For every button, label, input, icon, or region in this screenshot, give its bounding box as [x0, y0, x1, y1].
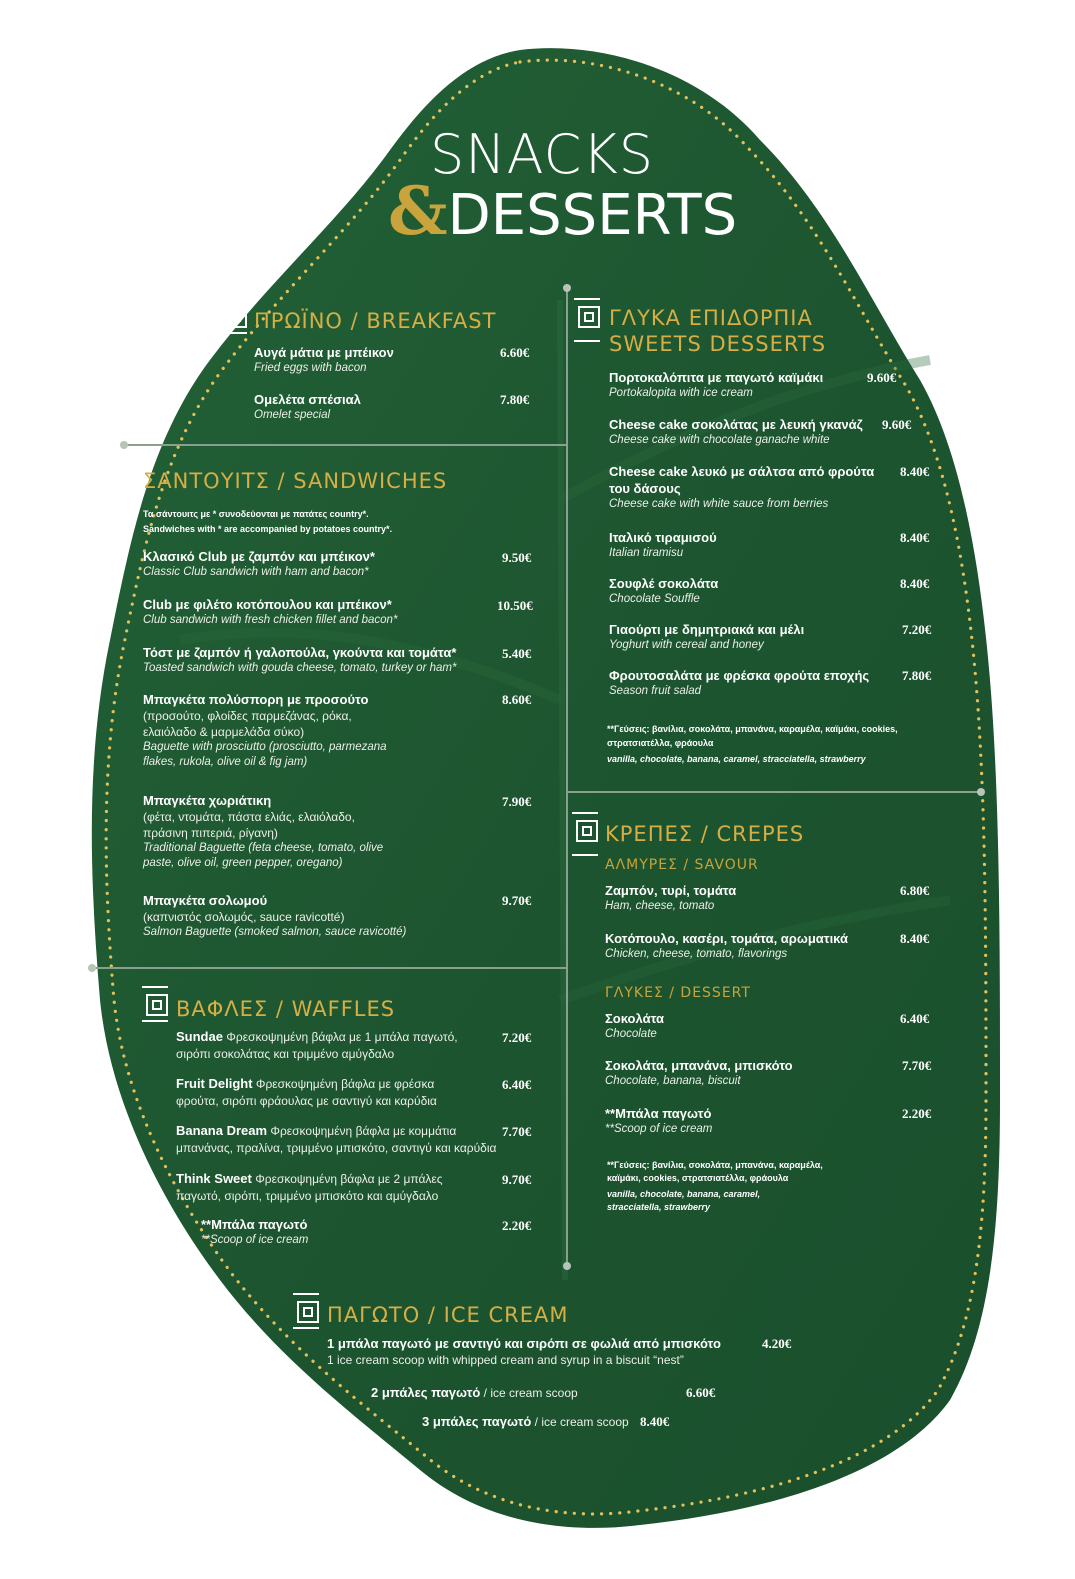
- list-item: [605, 1057, 793, 1089]
- list-item: [176, 1122, 496, 1156]
- greek-key-icon: [578, 306, 600, 328]
- item-desc: Chocolate: [605, 1028, 657, 1040]
- item-price: 6.40€: [900, 1011, 930, 1026]
- item-desc: **Scoop of ice cream: [201, 1234, 309, 1246]
- item-desc: φρούτα, σιρόπι φράουλας με σαντιγύ και καρύδια: [176, 1094, 437, 1108]
- item-price: 7.20€: [502, 1030, 532, 1045]
- list-item: [609, 621, 804, 653]
- item-desc: Φρεσκοψημένη βάφλα με 2 μπάλες: [251, 1172, 443, 1186]
- item-price: 6.60€: [500, 345, 530, 360]
- item-price: 7.20€: [902, 622, 932, 637]
- list-item: [609, 529, 717, 561]
- list-item: [609, 575, 718, 607]
- item-price: 7.70€: [502, 1124, 532, 1139]
- list-item: [143, 596, 397, 628]
- item-desc: flakes, rukola, olive oil & fig jam): [143, 756, 308, 768]
- item-name: Μπαγκέτα χωριάτικη: [143, 793, 272, 808]
- icon-line: [142, 1020, 168, 1022]
- item-name: Think Sweet: [176, 1171, 252, 1186]
- item-name: Club με φιλέτο κοτόπουλου και μπέικον*: [143, 597, 392, 612]
- item-name: Σουφλέ σοκολάτα: [609, 576, 719, 591]
- item-desc: Portokalopita with ice cream: [609, 387, 753, 399]
- icon-line: [142, 986, 168, 988]
- list-item: [143, 691, 387, 770]
- divider-dot: [88, 964, 96, 972]
- item-name: Τόστ με ζαμπόν ή γαλοπούλα, γκούντα και τομάτα*: [143, 645, 457, 660]
- item-name: Μπαγκέτα πολύσπορη με προσούτο: [143, 692, 369, 707]
- item-name: Σοκολάτα, μπανάνα, μπισκότο: [605, 1058, 793, 1073]
- list-item: [609, 416, 863, 448]
- item-price: 9.60€: [882, 417, 912, 432]
- item-name: Ιταλικό τιραμισού: [609, 530, 717, 545]
- item-price: 9.60€: [867, 370, 897, 385]
- title-line1: SNACKS: [430, 123, 655, 186]
- item-price: 7.70€: [902, 1058, 932, 1073]
- icon-line: [572, 812, 598, 814]
- list-item: [143, 892, 406, 940]
- waffles-title: ΒΑΦΛΕΣ / WAFFLES: [176, 997, 396, 1021]
- flavors-note: καϊμάκι, cookies, στρατσιατέλλα, φράουλα: [607, 1173, 789, 1183]
- flavors-note: vanilla, chocolate, banana, caramel, stracciatella, strawberry: [607, 754, 866, 764]
- item-desc: Omelet special: [254, 409, 331, 421]
- flavors-note: **Γεύσεις: βανίλια, σοκολάτα, μπανάνα, καραμέλα,: [607, 1160, 823, 1170]
- item-price: 2.20€: [902, 1106, 932, 1121]
- item-desc: paste, olive oil, green pepper, oregano): [143, 857, 343, 869]
- item-desc: ελαιόλαδο & μαρμελάδα σύκο): [143, 725, 305, 739]
- sweets-title-greek: ΓΛΥΚΑ ΕΠΙΔΟΡΠΙΑ: [609, 306, 813, 330]
- list-item: [605, 1010, 664, 1042]
- list-item: [609, 463, 874, 512]
- item-price: 6.60€: [686, 1385, 716, 1400]
- item-price: 9.70€: [502, 893, 532, 908]
- list-item: [143, 644, 456, 676]
- icon-line: [574, 298, 600, 300]
- item-desc: Cheese cake with white sauce from berries: [609, 498, 829, 510]
- item-name: Fruit Delight: [176, 1076, 253, 1091]
- item-desc: πράσινη πιπεριά, ρίγανη): [143, 826, 278, 840]
- item-name: Cheese cake λευκό με σάλτσα από φρούτα: [609, 464, 875, 479]
- item-name: Ομελέτα σπέσιαλ: [254, 392, 361, 407]
- icecream-title: ΠΑΓΩΤΟ / ICE CREAM: [327, 1303, 569, 1327]
- icon-line: [221, 298, 247, 300]
- item-name: Φρουτοσαλάτα με φρέσκα φρούτα εποχής: [609, 668, 870, 683]
- item-desc: Φρεσκοψημένη βάφλα με κομμάτια: [267, 1124, 457, 1138]
- list-item: [327, 1335, 721, 1368]
- list-item: [143, 792, 383, 871]
- item-name: Γιαούρτι με δημητριακά και μέλι: [609, 622, 805, 637]
- list-item: [176, 1075, 437, 1109]
- item-desc: Φρεσκοψημένη βάφλα με φρέσκα: [252, 1077, 435, 1091]
- divider-dot: [977, 788, 985, 796]
- item-price: 9.50€: [502, 550, 532, 565]
- item-price: 7.80€: [902, 668, 932, 683]
- list-item: [176, 1170, 443, 1204]
- item-name: Πορτοκαλόπιτα με παγωτό καϊμάκι: [609, 370, 824, 385]
- item-price: 8.40€: [640, 1414, 670, 1429]
- item-desc: Fried eggs with bacon: [254, 362, 367, 374]
- icon-line: [110, 458, 136, 460]
- list-item: [605, 882, 736, 914]
- item-name: 1 μπάλα παγωτό με σαντιγύ και σιρόπι σε φωλιά από μπισκότο: [327, 1336, 721, 1351]
- item-desc: / ice cream scoop: [480, 1386, 578, 1400]
- icon-line: [574, 340, 600, 342]
- crepes-savour-title: ΑΛΜΥΡΕΣ / SAVOUR: [605, 857, 759, 873]
- divider-sandwiches: [92, 967, 566, 969]
- item-desc: Season fruit salad: [609, 685, 702, 697]
- list-item: [254, 391, 361, 423]
- item-price: 6.80€: [900, 883, 930, 898]
- item-price: 8.60€: [502, 692, 532, 707]
- item-price: 2.20€: [502, 1218, 532, 1233]
- item-desc: Club sandwich with fresh chicken fillet and bacon*: [143, 614, 398, 626]
- title-line2: [388, 172, 738, 250]
- item-desc: παγωτό, σιρόπι, τριμμένο μπισκότο και αμύγδαλο: [176, 1189, 439, 1203]
- item-desc: / ice cream scoop: [531, 1415, 629, 1429]
- item-name: Σοκολάτα: [605, 1011, 664, 1026]
- item-name: Cheese cake σοκολάτας με λευκή γκανάζ: [609, 417, 863, 432]
- item-price: 8.40€: [900, 464, 930, 479]
- crepes-dessert-title: ΓΛΥΚΕΣ / DESSERT: [605, 985, 751, 1001]
- item-desc: Yoghurt with cereal and honey: [609, 639, 764, 651]
- divider-breakfast: [124, 444, 566, 446]
- icon-line: [293, 1327, 319, 1329]
- item-desc: Ham, cheese, tomato: [605, 900, 715, 912]
- item-price: 7.90€: [502, 794, 532, 809]
- title-ampersand: &: [388, 172, 448, 250]
- list-item: [605, 1105, 712, 1137]
- icon-line: [572, 854, 598, 856]
- breakfast-title: ΠΡΩΪΝΟ / BREAKFAST: [254, 309, 497, 333]
- item-desc: Traditional Baguette (feta cheese, tomato, olive: [143, 842, 384, 854]
- item-desc: Cheese cake with chocolate ganache white: [609, 434, 830, 446]
- item-desc: Italian tiramisu: [609, 547, 684, 559]
- sweets-title-english: SWEETS DESSERTS: [609, 332, 827, 356]
- divider-vertical: [566, 290, 568, 1265]
- item-desc: 1 ice cream scoop with whipped cream and syrup in a biscuit “nest”: [327, 1353, 684, 1367]
- item-price: 7.80€: [500, 392, 530, 407]
- list-item: [176, 1028, 458, 1062]
- item-name: **Μπάλα παγωτό: [201, 1217, 308, 1232]
- icon-line: [110, 492, 136, 494]
- item-desc: Chocolate Souffle: [609, 593, 700, 605]
- divider-dot: [563, 1262, 571, 1270]
- icon-line: [293, 1293, 319, 1295]
- sandwiches-title: ΣΑΝΤΟΥΙΤΣ / SANDWICHES: [143, 469, 448, 493]
- flavors-note: στρατσιατέλλα, φράουλα: [607, 738, 714, 748]
- item-name: Sundae: [176, 1029, 223, 1044]
- item-desc: (προσούτο, φλοίδες παρμεζάνας, ρόκα,: [143, 709, 352, 723]
- item-price: 8.40€: [900, 576, 930, 591]
- item-desc: Toasted sandwich with gouda cheese, tomato, turkey or ham*: [143, 662, 457, 674]
- item-desc: Chocolate, banana, biscuit: [605, 1075, 741, 1087]
- item-name: Κλασικό Club με ζαμπόν και μπέικον*: [143, 549, 375, 564]
- crepes-title: ΚΡΕΠΕΣ / CREPES: [605, 822, 805, 846]
- item-name: Banana Dream: [176, 1123, 268, 1138]
- item-price: 10.50€: [497, 598, 533, 613]
- item-price: 6.40€: [502, 1077, 532, 1092]
- list-item: [605, 930, 848, 962]
- item-price: 9.70€: [502, 1172, 532, 1187]
- item-price: 8.40€: [900, 931, 930, 946]
- list-item: [609, 667, 869, 699]
- item-price: 5.40€: [502, 646, 532, 661]
- item-name: 2 μπάλες παγωτό: [371, 1385, 481, 1400]
- item-price: 4.20€: [762, 1336, 792, 1351]
- list-item: [201, 1216, 308, 1248]
- item-desc: σιρόπι σοκολάτας και τριμμένο αμύγδαλο: [176, 1047, 395, 1061]
- item-desc: (καπνιστός σολωμός, sauce ravicotté): [143, 910, 345, 924]
- divider-dot: [563, 284, 571, 292]
- greek-key-icon: [297, 1301, 319, 1323]
- item-desc: **Scoop of ice cream: [605, 1123, 713, 1135]
- item-name: **Μπάλα παγωτό: [605, 1106, 712, 1121]
- item-price: 8.40€: [900, 530, 930, 545]
- item-name: 3 μπάλες παγωτό: [422, 1414, 532, 1429]
- flavors-note: **Γεύσεις: βανίλια, σοκολάτα, μπανάνα, καραμέλα, καϊμάκι, cookies,: [607, 724, 898, 734]
- icon-line: [221, 332, 247, 334]
- item-desc: Baguette with prosciutto (prosciutto, parmezana: [143, 741, 387, 753]
- sandwiches-note-gr: Τα σάντουιτς με * συνοδεύονται με πατάτες country*.: [143, 509, 369, 519]
- item-desc: (φέτα, ντομάτα, πάστα ελιάς, ελαιόλαδο,: [143, 810, 355, 824]
- item-desc: Φρεσκοψημένη βάφλα με 1 μπάλα παγωτό,: [222, 1030, 458, 1044]
- item-desc: μπανάνας, πραλίνα, τριμμένο μπισκότο, σαντιγύ και καρύδια: [176, 1141, 497, 1155]
- item-desc: Salmon Baguette (smoked salmon, sauce ravicotté): [143, 926, 407, 938]
- sandwiches-note-en: Sandwiches with * are accompanied by potatoes country*.: [143, 524, 393, 534]
- list-item: [609, 369, 823, 401]
- list-item: [371, 1384, 578, 1402]
- list-item: [422, 1413, 629, 1431]
- greek-key-icon: [114, 466, 136, 488]
- item-name: Ζαμπόν, τυρί, τομάτα: [605, 883, 737, 898]
- item-desc: Classic Club sandwich with ham and bacon*: [143, 566, 369, 578]
- list-item: [254, 344, 394, 376]
- flavors-note: stracciatella, strawberry: [607, 1202, 711, 1212]
- item-desc: Chicken, cheese, tomato, flavorings: [605, 948, 788, 960]
- item-name: Μπαγκέτα σολωμού: [143, 893, 268, 908]
- greek-key-icon: [225, 306, 247, 328]
- item-name: Αυγά μάτια με μπέικον: [254, 345, 394, 360]
- title-desserts: DESSERTS: [447, 183, 738, 248]
- item-name: του δάσους: [609, 481, 681, 496]
- list-item: [143, 548, 375, 580]
- greek-key-icon: [146, 994, 168, 1016]
- greek-key-icon: [576, 820, 598, 842]
- item-name: Κοτόπουλο, κασέρι, τομάτα, αρωματικά: [605, 931, 848, 946]
- divider-dot: [120, 441, 128, 449]
- flavors-note: vanilla, chocolate, banana, caramel,: [607, 1189, 761, 1199]
- divider-sweets: [568, 791, 980, 793]
